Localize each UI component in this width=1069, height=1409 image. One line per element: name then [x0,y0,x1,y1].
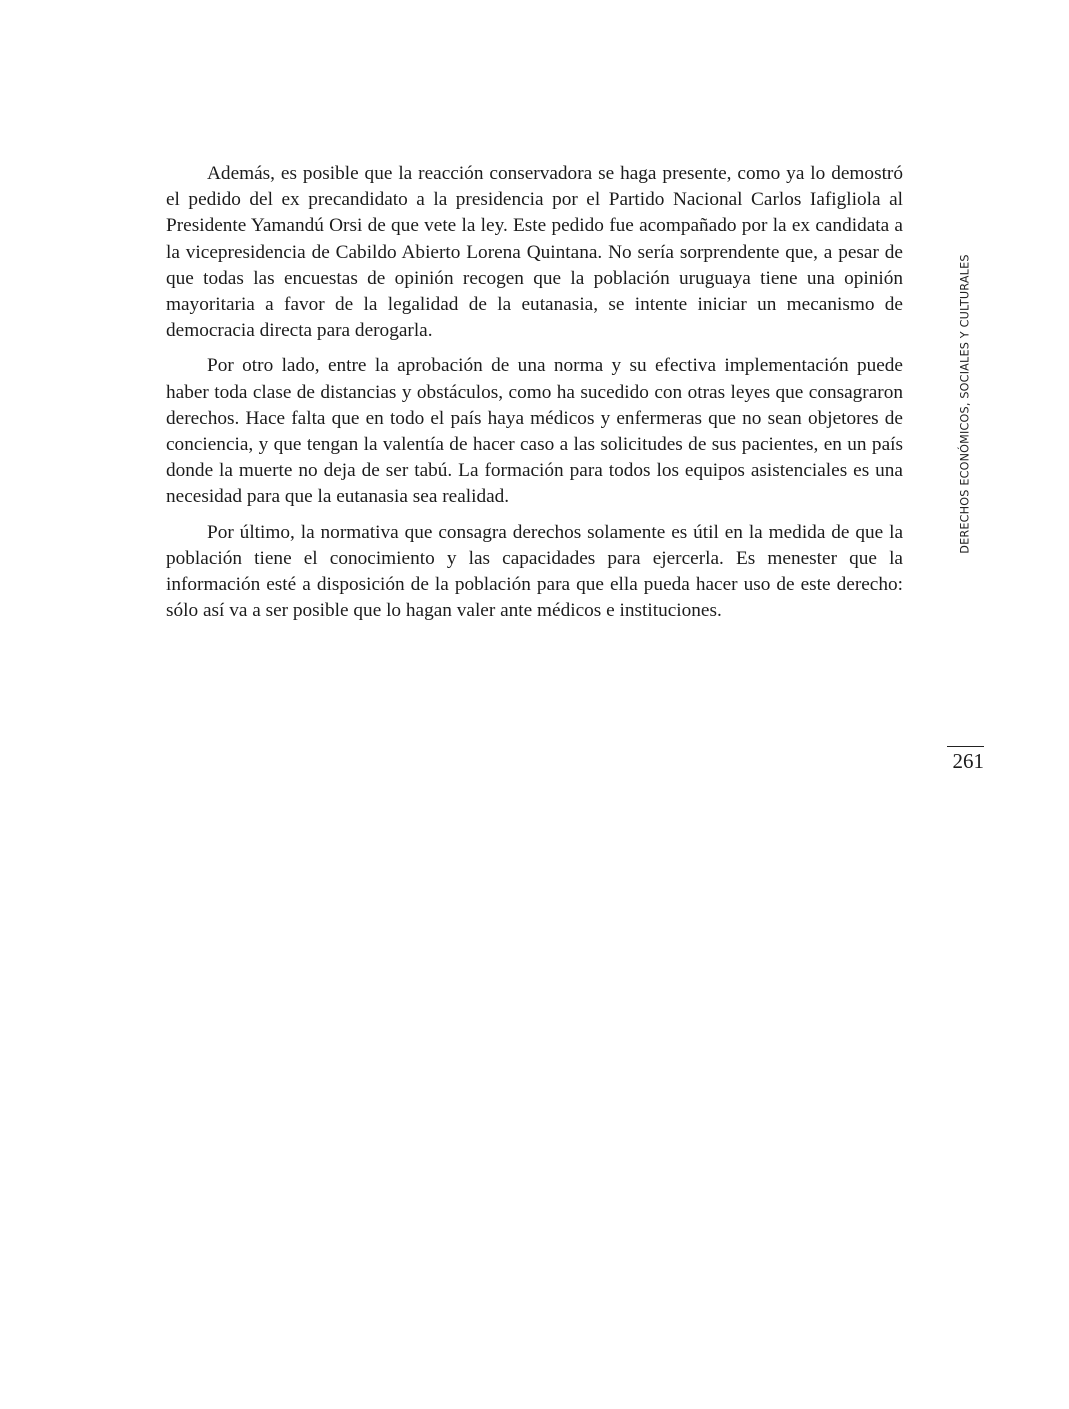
paragraph: Además, es posible que la reacción conservadora se haga presente, como ya lo demostró el pedido del ex precandidato a la presidencia por el Partido Nacional Carlos Iafigliola al Presidente Yamandú Orsi de que vete la ley. Este pedido fue acompañado por la ex candidata a la vicepresidencia de Cabildo Abierto Lorena Quintana. No sería sorprendente que, a pesar de que todas las encuestas de opinión recogen que la población uruguaya tiene una opinión mayoritaria a favor de la legalidad de la eutanasia, se intente iniciar un mecanismo de democracia directa para derogarla. [166,163,903,342]
paragraph: Por otro lado, entre la aprobación de una norma y su efectiva implementación puede haber toda clase de distancias y obstáculos, como ha sucedido con otras leyes que consagraron derechos. Hace falta que en todo el país haya médicos y enfermeras que no sean objetores de conciencia, y que tengan la valentía de hacer caso a las solicitudes de sus pacientes, en un país donde la muerte no deja de ser tabú. La formación para todos los equipos asistenciales es una necesidad para que la eutanasia sea realidad. [166,355,903,508]
running-head-text: DERECHOS ECONÓMICOS, SOCIALES Y CULTURALES [958,254,972,554]
page-number-rule [947,746,984,747]
paragraph: Por último, la normativa que consagra derechos solamente es útil en la medida de que la población tiene el conocimiento y las capacidades para ejercerla. Es menester que la información esté a disposición de la población para que ella pueda hacer uso de este derecho: sólo así va a ser posible que lo hagan valer ante médicos e instituciones. [166,521,903,622]
body-text [166,161,903,633]
page-number: 261 [952,749,984,773]
